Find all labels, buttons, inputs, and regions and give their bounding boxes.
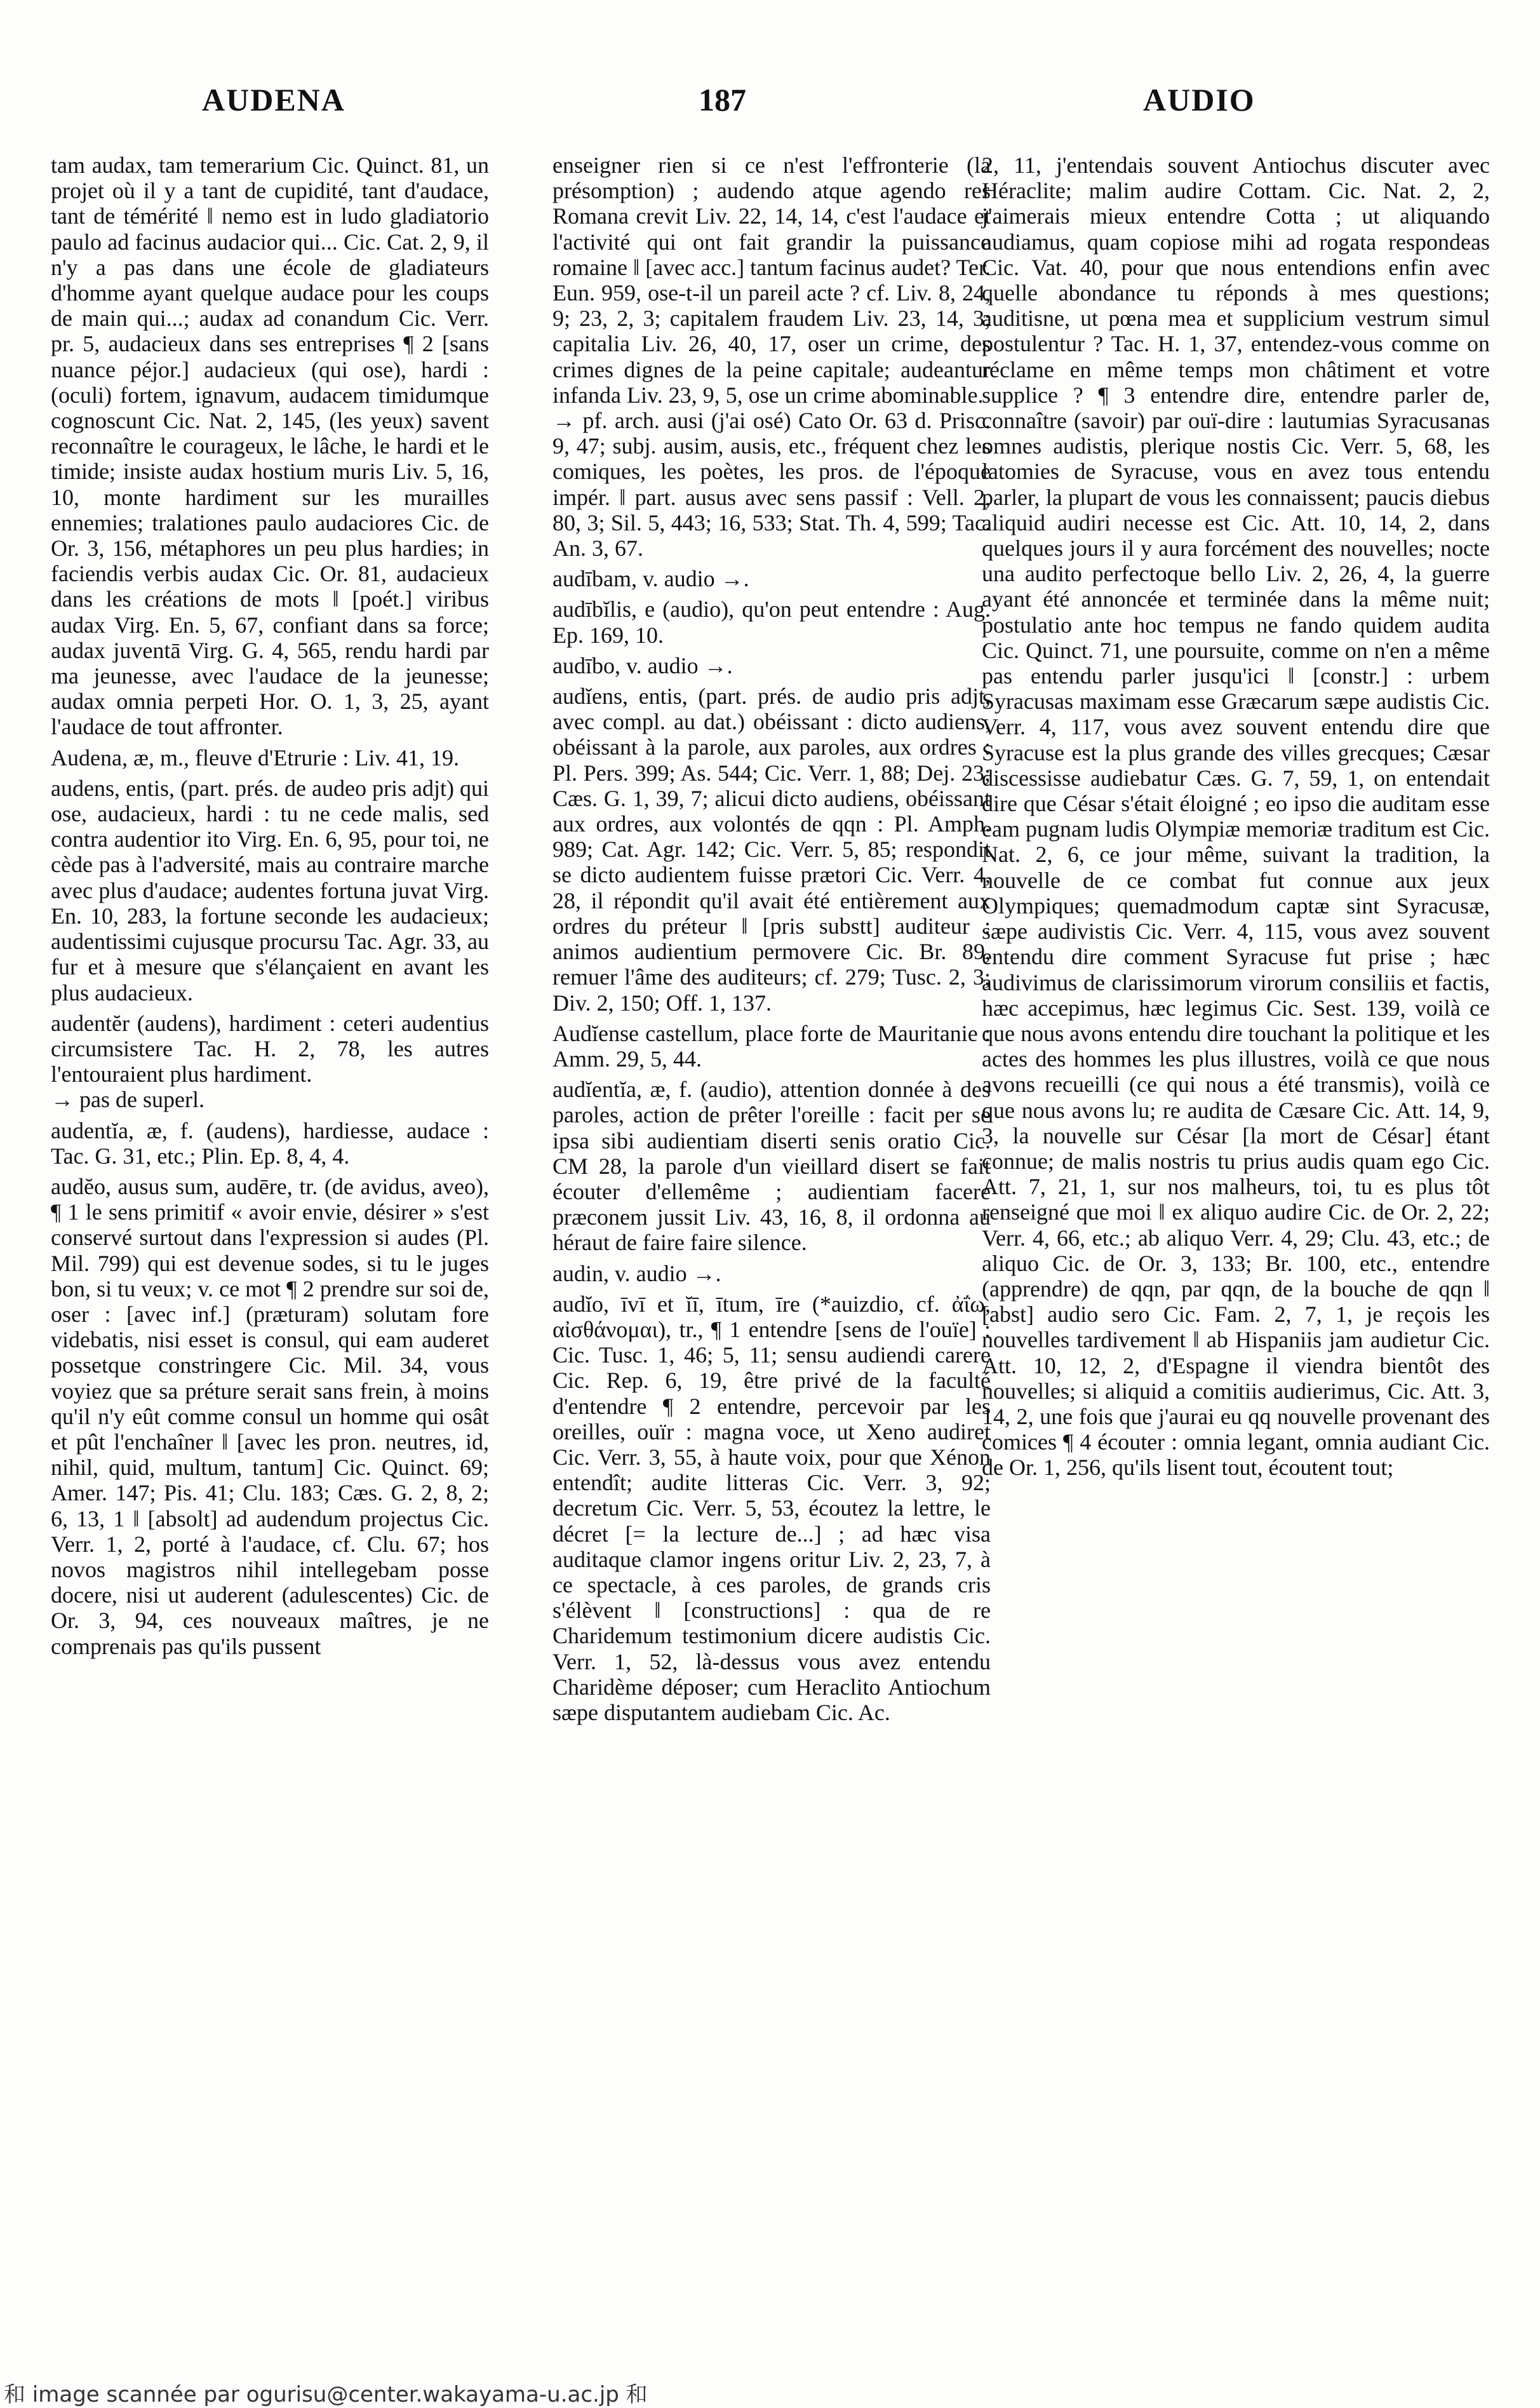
entry-audibo: audībo, v. audio →. bbox=[552, 652, 733, 678]
page-header bbox=[0, 81, 1540, 132]
running-head-right: AUDIO bbox=[1143, 82, 1255, 118]
entry-audens: audens, entis, (part. prés. de audeo pris adjt) qui ose, audacieux, hardi : tu ne cede malis, sed contra audentior ito Virg. En. 6, 95, pour toi, ne cède pas à l'adversité, mais au contraire marche avec plus d'audace; audentes fortuna juvat Virg. En. 10, 283, la fortune seconde les audacieux; audentissimi cujusque procursu Tac. Agr. 33, au fur et à mesure que s'élançaient en avant les plus audacieux. bbox=[51, 775, 489, 1006]
entry-audin: audin, v. audio →. bbox=[552, 1260, 721, 1286]
page-number: 187 bbox=[699, 82, 746, 118]
entry-audiens: audĭens, entis, (part. prés. de audio pris adjt, avec compl. au dat.) obéissant : dicto audiens, obéissant à la parole, aux paroles, aux ordres : Pl. Pers. 399; As. 544; Cic. Verr. 1, 88; Dej. 23; Cæs. G. 1, 39, 7; alicui dicto audiens, obéissant aux ordres, aux volontés de qqn : Pl. Amph. 989; Cat. Agr. 142; Cic. Verr. 5, 85; respondit se dicto audientem fuisse prætori Cic. Verr. 4, 28, il répondit qu'il avait été entièrement aux ordres du préteur ‖ [pris substt] auditeur : animos audientium permovere Cic. Br. 89, remuer l'âme des auditeurs; cf. 279; Tusc. 2, 3; Div. 2, 150; Off. 1, 137. bbox=[552, 683, 991, 1016]
entry-audenter: audentĕr (audens), hardiment : ceteri audentius circumsistere Tac. H. 2, 78, les autres l'entouraient plus hardiment. bbox=[51, 1010, 489, 1087]
entry-audeo: audĕo, ausus sum, audēre, tr. (de avidus, aveo), ¶ 1 le sens primitif « avoir envie, désirer » s'est conservé surtout dans l'expression si audes (Pl. Mil. 799) qui est devenue sodes, si tu le juges bon, si tu veux; v. ce mot ¶ 2 prendre sur soi de, oser : [avec inf.] (præturam) solutam fore videbatis, nisi esset is consul, qui eam auderet possetque constringere Cic. Mil. 34, vous voyiez que sa préture serait sans frein, à moins qu'il n'y eût comme consul un homme qui osât et pût l'enchaîner ‖ [avec les pron. neutres, id, nihil, quid, multum, tantum] Cic. Quinct. 69; Amer. 147; Pis. 41; Clu. 183; Cæs. G. 2, 8, 2; 6, 13, 1 ‖ [absolt] ad audendum projectus Cic. Verr. 1, 2, porté à l'audace, cf. Clu. 67; hos novos magistros nihil intellegebam posse docere, nisi ut auderent (adulescentes) Cic. de Or. 3, 94, ces nouveaux maîtres, je ne comprenais pas qu'ils pussent bbox=[51, 1173, 489, 1659]
entry-text: tam audax, tam temerarium Cic. Quinct. 81, un projet où il y a tant de cupidité, tant d'audace, tant de témérité ‖ nemo est in ludo gladiatorio paulo ad facinus audacior qui... Cic. Cat. 2, 9, il n'y a pas dans une école de gladiateurs d'homme ayant quelque audace pour les coups de main qui...; audax ad conandum Cic. Verr. pr. 5, audacieux dans ses entreprises ¶ 2 [sans nuance péjor.] audacieux (qui ose), hardi : (oculi) fortem, ignavum, audacem timidumque cognoscunt Cic. Nat. 2, 145, (les yeux) savent reconnaître le courageux, le lâche, le hardi et le timide; insiste audax hostium muris Liv. 5, 16, 10, monte hardiment sur les murailles ennemies; tralationes paulo audaciores Cic. de Or. 3, 156, métaphores un peu plus hardies; in faciendis verbis audax Cic. Or. 81, audacieux dans les créations de mots ‖ [poét.] viribus audax Virg. En. 5, 67, confiant dans sa force; audax juventā Virg. G. 4, 565, rendu hardi par ma jeunesse, avec l'audace de la jeunesse; audax omnia perpeti Hor. O. 1, 3, 25, ayant l'audace de tout affronter. bbox=[51, 152, 489, 740]
entry-audiense-castellum: Audĭense castellum, place forte de Mauritanie : Amm. 29, 5, 44. bbox=[552, 1020, 991, 1072]
entry-note: → pas de superl. bbox=[51, 1087, 204, 1113]
entry-audio: audĭo, īvī et ĭī, ītum, īre (*auizdio, cf. ἀΐω, αἰσθάνομαι), tr., ¶ 1 entendre [sens de l'ouïe] : Cic. Tusc. 1, 46; 5, 11; sensu audiendi carere Cic. Rep. 6, 19, être privé de la faculté d'entendre ¶ 2 entendre, percevoir par les oreilles, ouïr : magna voce, ut Xeno audiret Cic. Verr. 3, 55, à haute voix, pour que Xénon entendît; audite litteras Cic. Verr. 3, 92; decretum Cic. Verr. 5, 53, écoutez la lettre, le décret [= la lecture de...] ; ad hæc visa auditaque clamor ingens oritur Liv. 2, 23, 7, à ce spectacle, à ces paroles, de grands cris s'élèvent ‖ [constructions] : qua de re Charidemum testimonium dicere audistis Cic. Verr. 1, 52, là-dessus vous avez entendu Charidème déposer; cum Heraclito Antiochum sæpe disputantem audiebam Cic. Ac. bbox=[552, 1291, 991, 1725]
column-middle bbox=[552, 152, 991, 1725]
entry-note: → pf. arch. ausi (j'ai osé) Cato Or. 63 d. Prisc. 9, 47; subj. ausim, ausis, etc., fréquent chez les comiques, les poètes, les pros. de l'époque impér. ‖ part. ausus avec sens passif : Vell. 2, 80, 3; Sil. 5, 443; 16, 533; Stat. Th. 4, 599; Tac. An. 3, 67. bbox=[552, 408, 991, 562]
column-left bbox=[51, 152, 489, 1659]
running-head-left: AUDENA bbox=[202, 82, 345, 118]
entry-audena: Audena, æ, m., fleuve d'Etrurie : Liv. 41, 19. bbox=[51, 744, 460, 770]
entry-text: enseigner rien si ce n'est l'effronterie (la présomption) ; audendo atque agendo res Romana crevit Liv. 22, 14, 14, c'est l'audace et l'activité qui ont fait grandir la puissance romaine ‖ [avec acc.] tantum facinus audet? Ter. Eun. 959, ose-t-il un pareil acte ? cf. Liv. 8, 24, 9; 23, 2, 3; capitalem fraudem Liv. 23, 14, 3; capitalia Liv. 26, 40, 17, oser un crime, des crimes dignes de la peine capitale; audeantur infanda Liv. 23, 9, 5, ose un crime abominable. bbox=[552, 152, 991, 408]
entry-audentia: audentĭa, æ, f. (audens), hardiesse, audace : Tac. G. 31, etc.; Plin. Ep. 8, 4, 4. bbox=[51, 1117, 489, 1169]
entry-audibilis: audībĭlis, e (audio), qu'on peut entendre : Aug. Ep. 169, 10. bbox=[552, 596, 991, 648]
entry-audientia: audĭentĭa, æ, f. (audio), attention donnée à des paroles, action de prêter l'oreille : facit per se ipsa sibi audientiam diserti senis oratio Cic. CM 28, la parole d'un vieillard disert se fait écouter d'ellemême ; audientiam facere præconem jussit Liv. 43, 16, 8, il ordonna au héraut de faire faire silence. bbox=[552, 1077, 991, 1256]
entry-text: 2, 11, j'entendais souvent Antiochus discuter avec Héraclite; malim audire Cottam. Cic. Nat. 2, 2, j'aimerais mieux entendre Cotta ; ut aliquando audiamus, quam copiose mihi ad rogata respondeas Cic. Vat. 40, pour que nous entendions enfin avec quelle abondance tu réponds à mes questions; auditisne, ut pœna mea et supplicium vestrum simul postulentur ? Tac. H. 1, 37, entendez-vous comme on réclame en même temps mon châtiment et votre supplice ? ¶ 3 entendre dire, entendre parler de, connaître (savoir) par ouï-dire : lautumias Syracusanas omnes audistis, plerique nostis Cic. Verr. 5, 68, les latomies de Syracuse, vous en avez tous entendu parler, la plupart de vous les connaissent; paucis diebus aliquid audiri necesse est Cic. Att. 10, 14, 2, dans quelques jours il y aura forcément des nouvelles; nocte una audito perfectoque bello Liv. 2, 26, 4, la guerre ayant été annoncée et terminée dans la même nuit; postulatio ante hoc tempus ne fando quidem audita Cic. Quinct. 71, une poursuite, comme on n'en a même pas entendu parler jusqu'ici ‖ [constr.] : urbem Syracusas maximam esse Græcarum sæpe audistis Cic. Verr. 4, 117, vous avez souvent entendu dire que Syracuse est la plus grande des villes grecques; Cæsar discessisse audiebatur Cæs. G. 7, 59, 1, on entendait dire que César s'était éloigné ; eo ipso die auditam esse eam pugnam ludis Olympiæ memoriæ traditum est Cic. Nat. 2, 6, ce jour même, suivant la tradition, la nouvelle de ce combat fut connue aux jeux Olympiques; quemadmodum captæ sint Syracusæ, sæpe audivistis Cic. Verr. 4, 115, vous avez souvent entendu dire comment Syracuse fut prise ; hæc audivimus de clarissimorum virorum consiliis et factis, hæc accepimus, hæc legimus Cic. Sest. 139, voilà ce que nous avons entendu dire touchant la politique et les actes des hommes les plus illustres, voilà ce que nous avons recueilli (ce qui nous a été transmis), voilà ce que nous avons lu; re audita de Cæsare Cic. Att. 14, 9, 3, la nouvelle sur César [la mort de César] étant connue; de malis nostris tu prius audis quam ego Cic. Att. 7, 21, 1, sur nos malheurs, toi, tu es plus tôt renseigné que moi ‖ ex aliquo audire Cic. de Or. 2, 22; Verr. 4, 66, etc.; ab aliquo Verr. 4, 29; Clu. 43, etc.; de aliquo Cic. de Or. 3, 133; Br. 100, etc., entendre (apprendre) de qqn, par qqn, de la bouche de qqn ‖ [abst] audio sero Cic. Fam. 2, 7, 1, je reçois les nouvelles tardivement ‖ ab Hispaniis jam audietur Cic. Att. 10, 12, 2, d'Espagne il viendra bientôt des nouvelles; si aliquid a comitiis audierimus, Cic. Att. 3, 14, 2, une fois que j'aurai eu qq nouvelle provenant des comices ¶ 4 écouter : omnia legant, omnia audiant Cic. de Or. 1, 256, qu'ils lisent tout, écoutent tout; bbox=[982, 152, 1490, 1481]
scan-credit: 和 image scannée par ogurisu@center.wakayama-u.ac.jp 和 bbox=[4, 2382, 648, 2407]
entry-audibam: audībam, v. audio →. bbox=[552, 566, 749, 592]
column-right bbox=[982, 152, 1490, 1481]
